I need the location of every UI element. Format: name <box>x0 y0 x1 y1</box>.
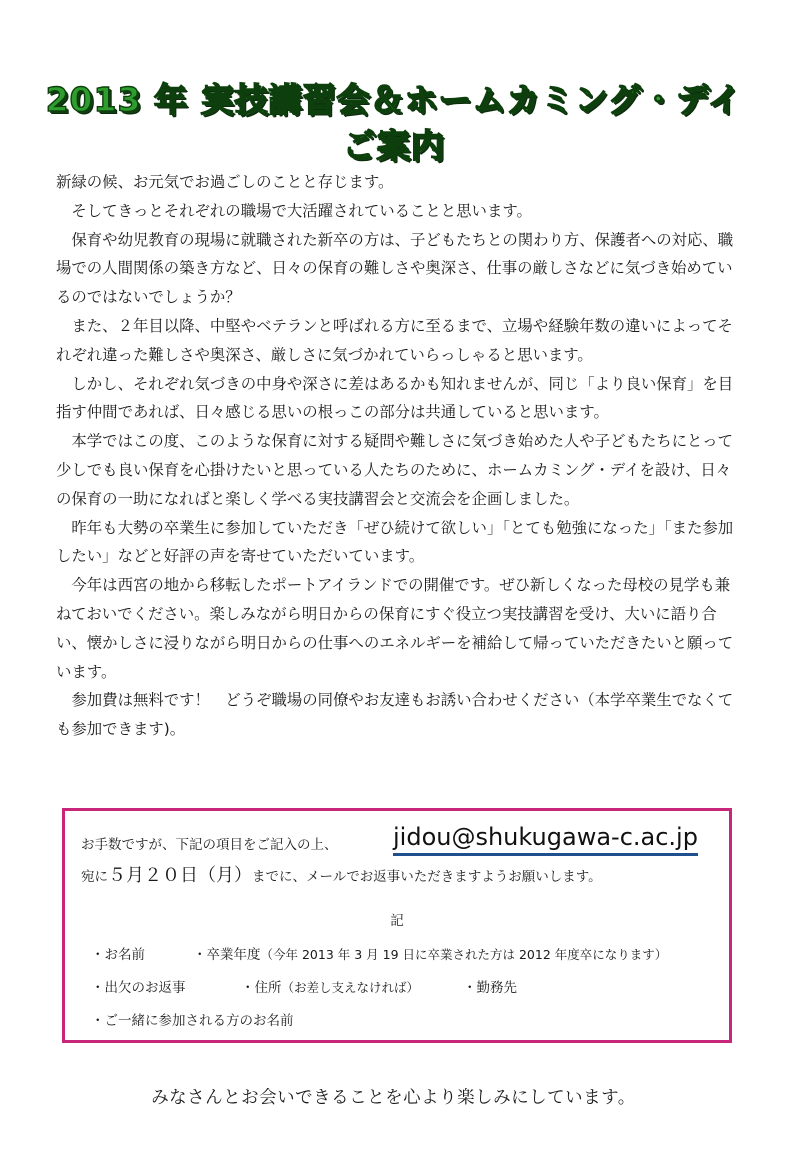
reply-instruction-suffix: までに、メールでお返事いただきますようお願いします。 <box>252 869 602 885</box>
item-address-label: ・住所 <box>241 980 282 996</box>
paragraph-veterans: また、２年目以降、中堅やベテランと呼ばれる方に至るまで、立場や経験年数の違いによってそれぞれ違った難しさや奥深さ、厳しさに気づかれていらっしゃると思います。 <box>56 316 733 364</box>
paragraph-event-purpose: 本学ではこの度、このような保育に対する疑問や難しさに気づき始めた人や子どもたちにとって少しでも良い保育を心掛けたいと思っている人たちのために、ホームカミング・デイを設け、日々の保育の一助になればと楽しく学べる実技講習会と交流会を企画しました。 <box>56 432 733 508</box>
closing-message: みなさんとお会いできることを心より楽しみにしています。 <box>151 1088 636 1108</box>
paragraph-common-ground: しかし、それぞれ気づきの中身や深さに差はあるかも知れませんが、同じ「より良い保育」を目指す仲間であれば、日々感じる思いの根っこの部分は共通していると思います。 <box>56 374 734 422</box>
reply-instruction-prefix: お手数ですが、下記の項目をご記入の上、 <box>81 837 338 853</box>
item-grad-year <box>193 943 667 963</box>
item-attendance: ・出欠のお返事 <box>91 980 186 996</box>
reply-info-box <box>62 808 732 1043</box>
item-address <box>241 976 419 996</box>
reply-deadline: ５月２０日（月） <box>108 865 252 886</box>
body-text <box>56 168 736 744</box>
item-companions: ・ご一緒に参加される方のお名前 <box>91 1013 294 1029</box>
title-line-1: 2013 年 実技講習会＆ホームカミング・デイ <box>45 80 742 119</box>
reply-to-prefix: 宛に <box>81 869 108 885</box>
email-link[interactable]: jidou@shukugawa-c.ac.jp <box>393 823 698 856</box>
paragraph-greeting: 新緑の候、お元気でお過ごしのことと存じます。 <box>56 173 394 191</box>
paragraph-workplace: そしてきっとそれぞれの職場で大活躍されていることと思います。 <box>71 201 532 220</box>
reply-deadline-line <box>81 861 602 887</box>
paragraph-venue: 今年は西宮の地から移転したポートアイランドでの開催です。ぜひ新しくなった母校の見学も兼ねておいでください。楽しみながら明日からの保育にすぐ役立つ実技講習を受け、大いに語り合い、懐かしさに浸りながら明日からの仕事へのエネルギーを補給して帰っていただきたいと願っています。 <box>56 576 734 681</box>
item-grad-year-label: ・卒業年度 <box>193 947 261 963</box>
paragraph-fee: 参加費は無料です！ どうぞ職場の同僚やお友達もお誘い合わせください（本学卒業生でなくても参加できます)。 <box>56 691 734 739</box>
ki-heading: 記 <box>390 913 404 929</box>
item-grad-year-note: （今年 2013 年 3 月 19 日に卒業された方は 2012 年度卒になります） <box>260 947 668 962</box>
paragraph-new-graduates: 保育や幼児教育の現場に就職された新卒の方は、子どもたちとの関わり方、保護者への対応、職場での人間関係の築き方など、日々の保育の難しさや奥深さ、仕事の厳しさなどに気づき始めているのではないでしょうか？ <box>56 230 734 307</box>
item-workplace: ・勤務先 <box>463 980 517 996</box>
paragraph-last-year: 昨年も大勢の卒業生に参加していただき「ぜひ続けて欲しい」「とても勉強になった」「また参加したい」などと好評の声を寄せていただいています。 <box>56 518 734 566</box>
title-line-2: ご案内 <box>342 126 445 165</box>
item-name: ・お名前 <box>91 947 145 963</box>
item-address-note: （お差し支えなければ） <box>281 980 420 995</box>
